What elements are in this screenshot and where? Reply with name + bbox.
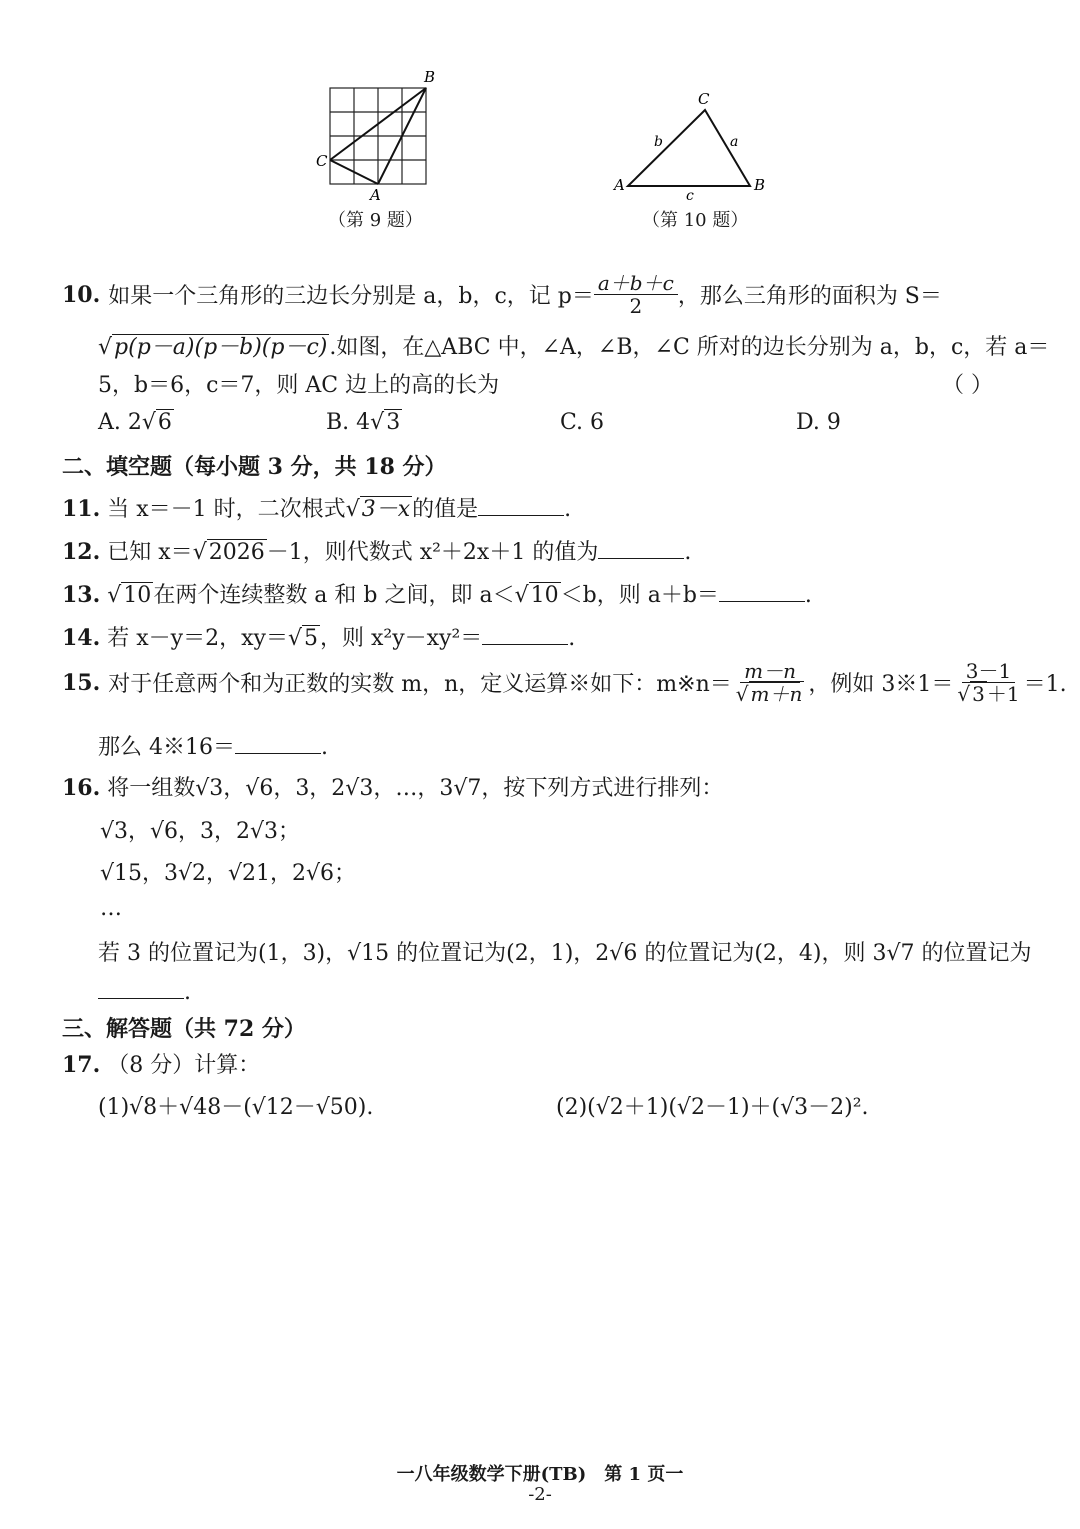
q15-line1 xyxy=(62,660,1067,705)
q15-frac2-denominator-radicand: 3 xyxy=(972,682,985,706)
q10-option-a-radicand: 6 xyxy=(157,410,172,435)
q16-line1-text: 将一组数√3，√6，3，2√3，…，3√7，按下列方式进行排列： xyxy=(107,776,724,801)
q14: 14. 若 x－y＝2，xy＝√5，则 x²y－xy²＝ . xyxy=(62,625,576,651)
fig9-label-c: C xyxy=(316,152,328,170)
q10-line2 xyxy=(98,330,1049,361)
page-footer: 一八年级数学下册(TB) 第 1 页一 xyxy=(396,1464,684,1485)
fig10-label-c-vertex: C xyxy=(698,90,710,108)
fig10-side-c: c xyxy=(686,188,694,204)
q16-row2: √15，3√2，√21，2√6； xyxy=(100,861,357,886)
q15-frac2-numerator: 3－1 xyxy=(962,660,1015,683)
q17-number: 17. xyxy=(62,1052,101,1078)
q10-text-post: ，那么三角形的面积为 S＝ xyxy=(677,284,942,309)
q13-period: . xyxy=(804,583,812,608)
q10-answer-paren: （ ） xyxy=(942,373,993,398)
q10-frac-denominator: 2 xyxy=(629,294,643,318)
q11-answer-blank[interactable] xyxy=(478,495,564,516)
q10-option-b: B. 4√3 xyxy=(326,410,401,435)
q10-option-c: C. 6 xyxy=(560,410,605,435)
q15-line2-text: 那么 4※16＝ xyxy=(98,735,235,760)
q12-text-mid: －1，则代数式 x²＋2x＋1 的值为 xyxy=(266,540,599,565)
q17-title-text: （8 分）计算： xyxy=(107,1053,261,1078)
q17-part2: (2)(√2＋1)(√2－1)＋(√3－2)². xyxy=(556,1095,869,1120)
q16-line3: 若 3 的位置记为(1，3)，√15 的位置记为(2，1)，2√6 的位置记为(2，4)，则 3√7 的位置记为 xyxy=(98,941,1032,966)
q11-radicand: 3－x xyxy=(361,497,411,522)
q14-text-pre: 若 x－y＝2，xy＝ xyxy=(107,626,288,651)
q15-frac2-denominator-post: ＋1 xyxy=(986,682,1020,706)
q12-text-pre: 已知 x＝ xyxy=(107,540,193,565)
q11-number: 11. xyxy=(62,496,101,522)
q15-definition-fraction: $\frac{m-n}{√ m+n}$ xyxy=(735,659,803,706)
q16-period: . xyxy=(184,980,191,1005)
q10-number: 10. xyxy=(62,281,101,308)
q17-title xyxy=(62,1048,260,1079)
sqrt-symbol: √ xyxy=(98,335,113,360)
q10-option-a: A. 2√6 xyxy=(98,410,172,435)
section-3-heading: 三、解答题（共 72 分） xyxy=(62,1016,306,1042)
section-2-heading: 二、填空题（每小题 3 分，共 18 分） xyxy=(62,454,447,480)
q16-row1: √3，√6，3，2√3； xyxy=(100,819,301,844)
q14-text-post: ，则 x²y－xy²＝ xyxy=(319,626,483,651)
q13-text-mid: 在两个连续整数 a 和 b 之间，即 a＜ xyxy=(153,583,515,608)
q15-number: 15. xyxy=(62,669,101,696)
q14-period: . xyxy=(568,626,576,651)
fig10-side-b: b xyxy=(654,134,663,150)
q10-line1 xyxy=(62,272,942,317)
q11-text-pre: 当 x＝－1 时，二次根式 xyxy=(107,497,346,522)
q15-text-end: ＝1. xyxy=(1023,672,1067,697)
q12-number: 12. xyxy=(62,539,101,565)
q13-text-post: ＜b，则 a＋b＝ xyxy=(560,583,719,608)
q12-radicand: 2026 xyxy=(208,540,265,565)
fig10-label-b-vertex: B xyxy=(754,176,766,194)
q15-text-pre: 对于任意两个和为正数的实数 m，n，定义运算※如下：m※n＝ xyxy=(108,672,732,697)
fig9-label-b: B xyxy=(424,68,436,86)
q15-frac1-numerator: m－n xyxy=(740,660,800,683)
q10-p-fraction xyxy=(594,272,678,317)
q15-text-mid: ，例如 3※1＝ xyxy=(808,672,954,697)
q15-answer-blank[interactable] xyxy=(235,733,321,754)
q14-radicand: 5 xyxy=(303,626,318,651)
q12: 12. 已知 x＝√2026－1，则代数式 x²＋2x＋1 的值为 . xyxy=(62,539,692,565)
q16-line1 xyxy=(62,771,723,802)
q15-line2 xyxy=(98,730,328,761)
figure-10 xyxy=(610,88,780,208)
q13-radicand-2: 10 xyxy=(530,583,559,608)
q14-answer-blank[interactable] xyxy=(482,624,568,645)
q11: 11. 当 x＝－1 时，二次根式√3－x的值是 . xyxy=(62,496,572,522)
fig10-caption: （第 10 题） xyxy=(642,210,749,231)
q17-part1: (1)√8＋√48－(√12－√50). xyxy=(98,1095,374,1120)
fig10-label-a-vertex: A xyxy=(614,176,625,194)
fig9-label-a: A xyxy=(370,186,381,204)
q10-option-d: D. 9 xyxy=(796,410,841,435)
q15-example-fraction: $\frac{3-1}{√ 3 +1}$ xyxy=(957,659,1020,706)
q10-heron-radicand: p(p－a)(p－b)(p－c) xyxy=(114,335,328,360)
q11-period: . xyxy=(564,497,572,522)
q10-line2-text: .如图，在△ABC 中，∠A，∠B，∠C 所对的边长分别为 a，b，c，若 a＝ xyxy=(329,335,1050,360)
q12-answer-blank[interactable] xyxy=(598,538,684,559)
q10-line3: 5，b＝6，c＝7，则 AC 边上的高的长为 xyxy=(98,373,500,398)
q10-frac-numerator: a＋b＋c xyxy=(594,272,678,295)
q13: 13. √10在两个连续整数 a 和 b 之间，即 a＜√10＜b，则 a＋b＝ . xyxy=(62,582,812,608)
q16-answer-blank[interactable] xyxy=(98,978,184,999)
q14-number: 14. xyxy=(62,625,101,651)
q10-option-b-radicand: 3 xyxy=(386,410,401,435)
q12-period: . xyxy=(684,540,692,565)
figure-9 xyxy=(300,60,460,205)
q16-line4 xyxy=(98,978,191,1005)
fig9-caption: （第 9 题） xyxy=(328,210,423,231)
page-number: -2- xyxy=(528,1484,552,1505)
q13-radicand-1: 10 xyxy=(123,583,152,608)
q16-ellipsis: … xyxy=(100,896,122,921)
q13-number: 13. xyxy=(62,582,101,608)
q11-text-post: 的值是 xyxy=(412,497,479,522)
q13-answer-blank[interactable] xyxy=(719,581,805,602)
q10-text-pre: 如果一个三角形的三边长分别是 a，b，c，记 p＝ xyxy=(108,284,594,309)
q16-number: 16. xyxy=(62,775,101,801)
fig10-side-a: a xyxy=(730,134,739,150)
q10-option-a-label: A. 2 xyxy=(98,410,142,435)
q15-period: . xyxy=(321,735,328,760)
q15-frac1-denominator: m＋n xyxy=(750,682,803,706)
q10-option-b-label: B. 4 xyxy=(326,410,371,435)
